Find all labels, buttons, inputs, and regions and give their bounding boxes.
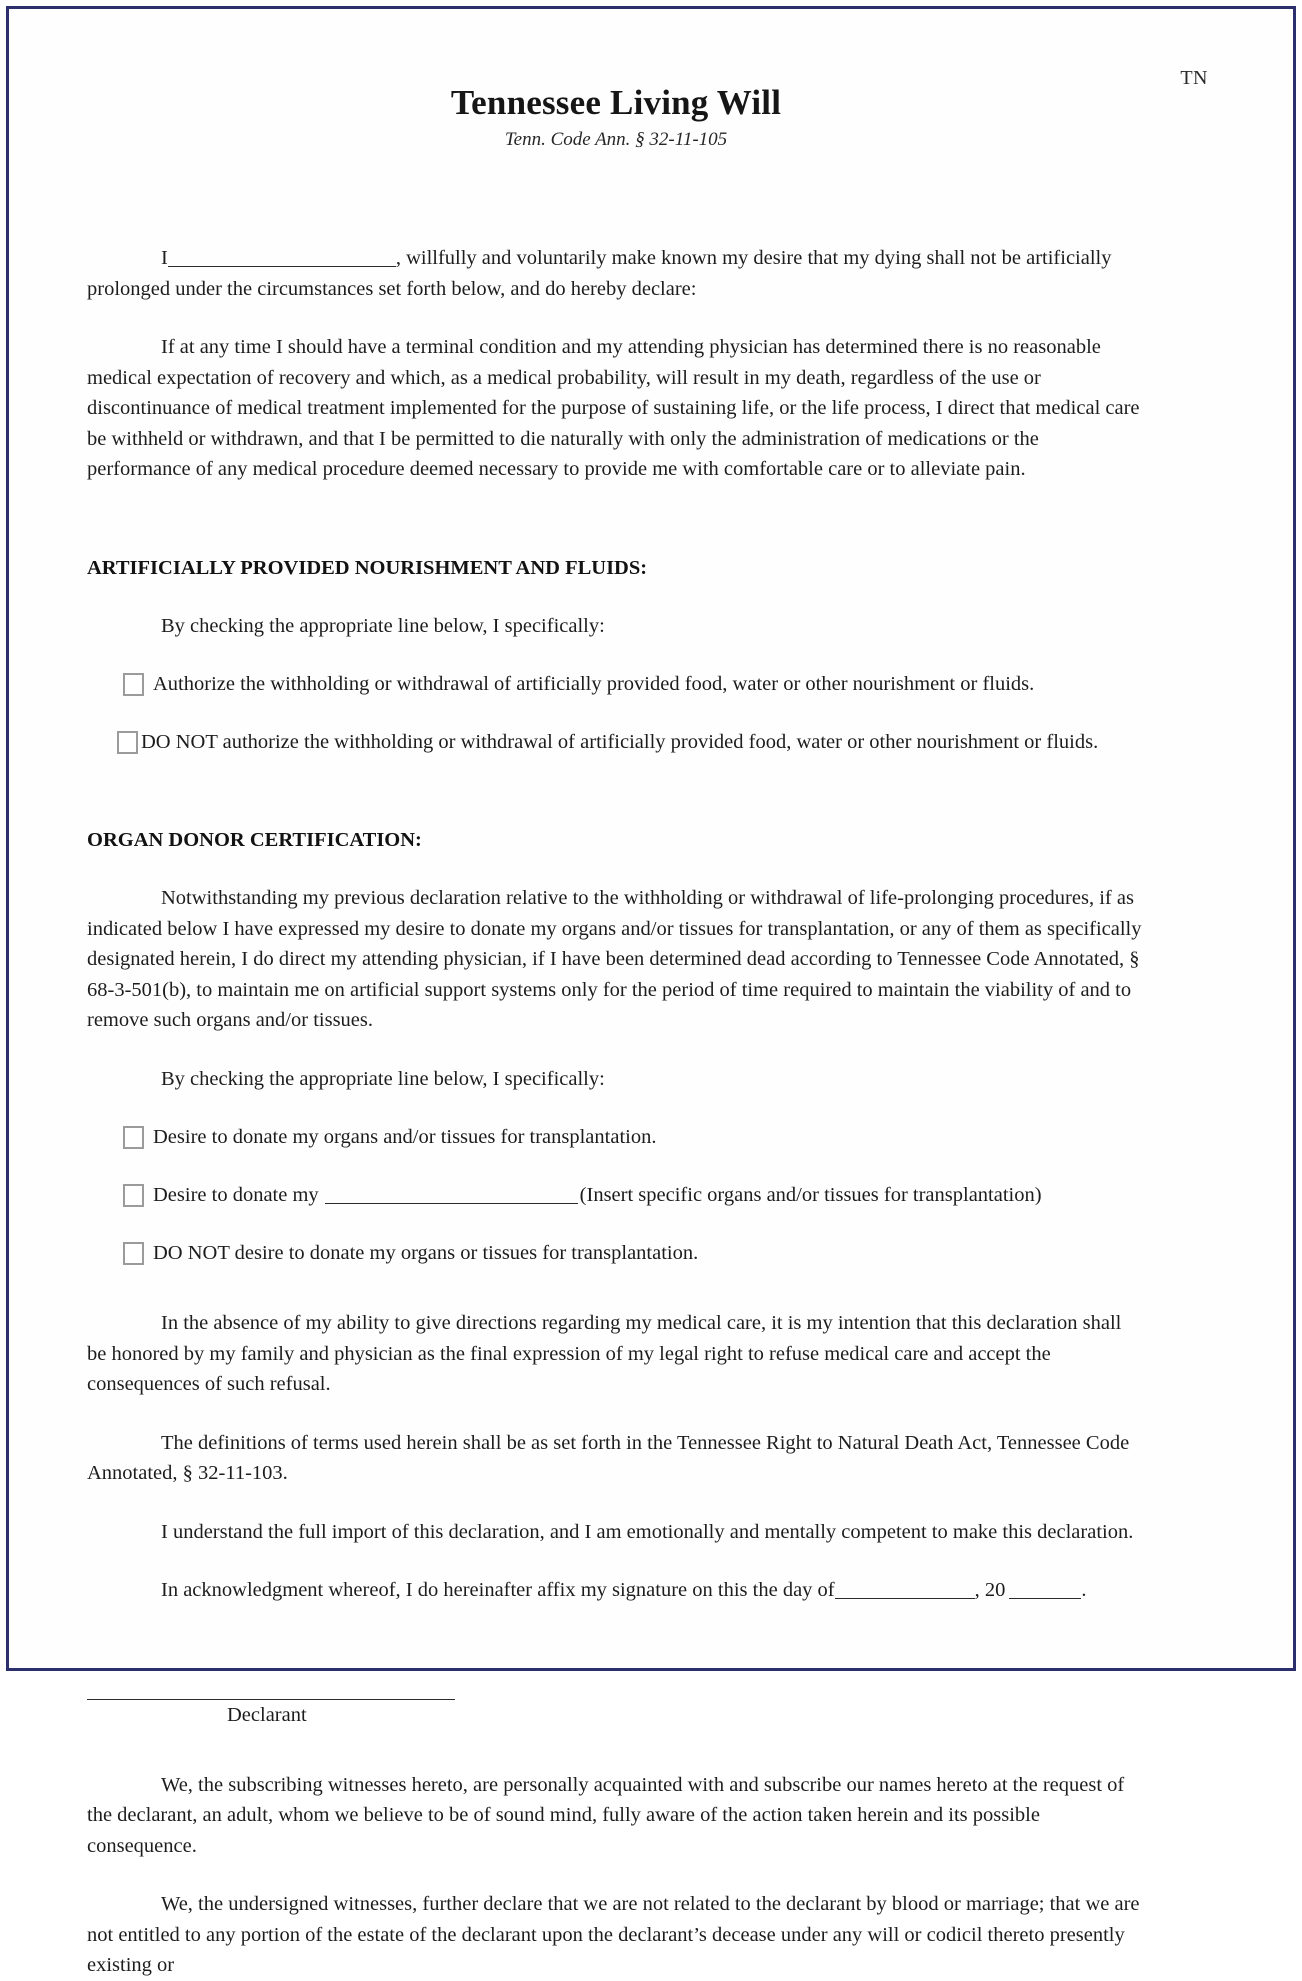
organ-specific-text-after-blank: (Insert specific organs and/or tissues for transplantation) <box>579 1184 1042 1206</box>
document-page-frame <box>6 6 1296 1976</box>
opening-text-before-name-blank: I <box>161 247 168 269</box>
acknowledgment-text-end: . <box>1081 1579 1087 1601</box>
understanding-paragraph: I understand the full import of this declaration, and I am emotionally and mentally competent to make this declaration. <box>161 1520 1134 1543</box>
year-blank[interactable] <box>1009 1579 1081 1599</box>
organ-option-desire-donate-label: Desire to donate my organs and/or tissues for transplantation. <box>153 1126 657 1148</box>
acknowledgment-text-mid: , 20 <box>974 1579 1006 1601</box>
organ-donor-section-heading: ORGAN DONOR CERTIFICATION: <box>87 829 422 851</box>
organ-option-donate-specific[interactable] <box>87 1180 1145 1210</box>
document-page <box>9 9 1293 1976</box>
nourishment-option-authorize-label: Authorize the withholding or withdrawal of artificially provided food, water or other nourishment or fluids. <box>153 673 1035 695</box>
checkbox-icon[interactable] <box>123 1184 144 1207</box>
absence-of-ability-paragraph: In the absence of my ability to give directions regarding my medical care, it is my intention that this declaration shall be honored by my family and physician as the final expression of my legal right to refuse medical care and accept the consequences of such refusal. <box>87 1312 1122 1395</box>
nourishment-option-do-not-authorize[interactable] <box>87 727 1145 757</box>
acknowledgment-text-before-day-blank: In acknowledgment whereof, I do hereinafter affix my signature on this the day of <box>161 1579 835 1601</box>
page-subtitle-statute-citation: Tenn. Code Ann. § 32-11-105 <box>504 129 728 150</box>
day-blank[interactable] <box>835 1579 975 1599</box>
nourishment-section-heading: ARTIFICIALLY PROVIDED NOURISHMENT AND FLUIDS: <box>87 556 648 579</box>
checkbox-icon[interactable] <box>117 731 138 754</box>
checkbox-icon[interactable] <box>123 673 144 696</box>
terminal-condition-paragraph: If at any time I should have a terminal condition and my attending physician has determined there is no reasonable medical expectation of recovery and which, as a medical probability, will result in my death, regardless of the use or discontinuance of medical treatment implemented for the purpose of sustaining life, or the life process, I direct that medical care be withheld or withdrawn, and that I be permitted to die naturally with only the administration of medications or the performance of any medical procedure deemed necessary to provide me with comfortable care or to alleviate pain. <box>87 336 1140 480</box>
page-title: Tennessee Living Will <box>450 83 782 122</box>
declarant-name-blank[interactable] <box>168 247 396 267</box>
organ-option-desire-donate[interactable] <box>87 1122 1145 1152</box>
specific-organs-blank[interactable] <box>325 1184 578 1204</box>
witness-paragraph-two: We, the undersigned witnesses, further declare that we are not related to the declarant by blood or marriage; that we are not entitled to any portion of the estate of the declarant upon the declarant’s decease under any will or codicil thereto presently existing or <box>87 1893 1140 1976</box>
organ-option-donate-specific-label <box>144 1180 1042 1210</box>
checkbox-icon[interactable] <box>123 1242 144 1265</box>
definitions-of-terms-paragraph: The definitions of terms used herein shall be as set forth in the Tennessee Right to Natural Death Act, Tennessee Code Annotated, § 32-11-103. <box>87 1431 1130 1484</box>
checkbox-icon[interactable] <box>123 1126 144 1149</box>
organ-specific-text-before-blank: Desire to donate my <box>153 1184 319 1206</box>
nourishment-instruction-text: By checking the appropriate line below, I specifically: <box>161 614 605 637</box>
organ-donor-paragraph: Notwithstanding my previous declaration relative to the withholding or withdrawal of life-prolonging procedures, if as indicated below I have expressed my desire to donate my organs and/or tissues for transplantation, or any of them as specifically designated herein, I do direct my attending physician, if I have been determined dead according to Tennessee Code Annotated, § 68-3-501(b), to maintain me on artificial support systems only for the period of time required to maintain the viability of and to remove such organs and/or tissues. <box>87 887 1142 1031</box>
organ-option-do-not-donate-label: DO NOT desire to donate my organs or tissues for transplantation. <box>153 1242 699 1264</box>
nourishment-option-authorize[interactable] <box>87 669 1145 699</box>
acknowledgment-paragraph <box>87 1575 1145 1606</box>
document-content <box>87 9 1145 1981</box>
nourishment-option-do-not-authorize-label: DO NOT authorize the withholding or withdrawal of artificially provided food, water or other nourishment or fluids. <box>141 731 1099 753</box>
opening-text-after-name-blank: , willfully and voluntarily make known my desire that my dying shall not be artificially prolonged under the circumstances set forth below, and do hereby declare: <box>87 247 1112 300</box>
state-abbreviation-label: TN <box>1180 67 1208 89</box>
opening-declaration-paragraph <box>87 243 1145 304</box>
organ-option-do-not-donate[interactable] <box>87 1238 1145 1268</box>
declarant-signature-caption: Declarant <box>227 1703 307 1726</box>
organ-donor-instruction-text: By checking the appropriate line below, I specifically: <box>161 1067 605 1090</box>
witness-paragraph-one: We, the subscribing witnesses hereto, are personally acquainted with and subscribe our names hereto at the request of the declarant, an adult, whom we believe to be of sound mind, fully aware of the action taken herein and its possible consequence. <box>87 1773 1125 1857</box>
